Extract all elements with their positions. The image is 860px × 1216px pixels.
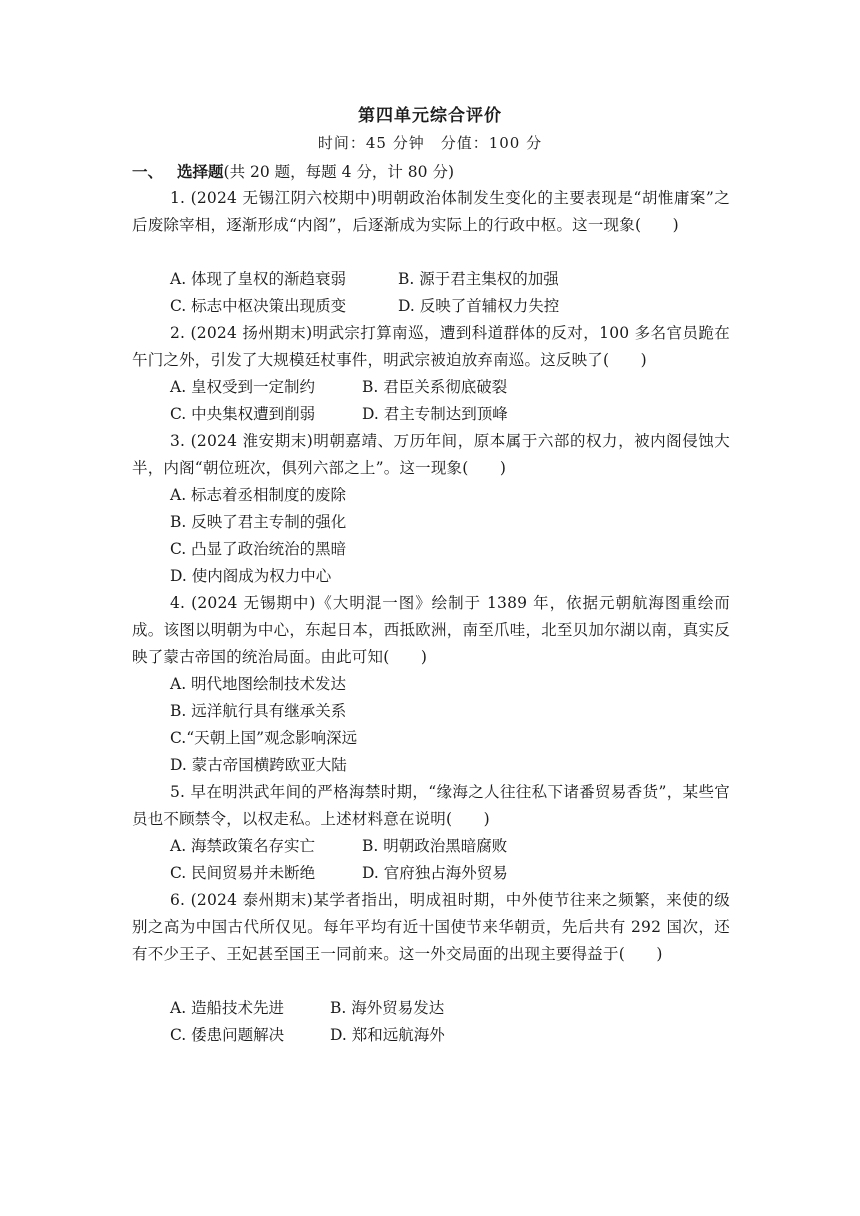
- question-3: [132, 428, 730, 482]
- question-stem: 4. (2024 无锡期中)《大明混一图》绘制于 1389 年，依据元朝航海图重绘而成。该图以明朝为中心，东起日本，西抵欧洲，南至爪哇，北至贝加尔湖以南，真实反映了蒙古帝国的统治局面。由此可知( ): [132, 594, 730, 666]
- question-1: [132, 185, 730, 239]
- option-b: B. 君臣关系彻底破裂: [362, 378, 508, 396]
- option-d: D. 蒙古帝国横跨欧亚大陆: [170, 756, 347, 774]
- question-5: [132, 779, 730, 833]
- option-d: D. 使内阁成为权力中心: [170, 567, 332, 585]
- option-d: D. 君主专制达到顶峰: [362, 405, 508, 423]
- question-stem: 3. (2024 淮安期末)明朝嘉靖、万历年间，原本属于六部的权力，被内阁侵蚀大半，内阁“朝位班次，俱列六部之上”。这一现象( ): [132, 432, 730, 477]
- option-a: A. 明代地图绘制技术发达: [170, 675, 347, 693]
- option-d: D. 官府独占海外贸易: [362, 864, 508, 882]
- section-number: 一、: [132, 162, 164, 181]
- option-b: B. 反映了君主专制的强化: [170, 513, 347, 531]
- option-b: B. 海外贸易发达: [330, 999, 445, 1017]
- question-stem: 5. 早在明洪武年间的严格海禁时期，“缘海之人往往私下诸番贸易香货”，某些官员也不顾禁令，以权走私。上述材料意在说明( ): [132, 783, 730, 828]
- section-label: 选择题: [177, 162, 224, 181]
- option-a: A. 皇权受到一定制约: [170, 378, 316, 396]
- option-d: D. 郑和远航海外: [330, 1026, 445, 1044]
- question-2: [132, 320, 730, 374]
- question-4: [132, 590, 730, 671]
- question-stem: 1. (2024 无锡江阴六校期中)明朝政治体制发生变化的主要表现是“胡惟庸案”之后废除宰相，逐渐形成“内阁”，后逐渐成为实际上的行政中枢。这一现象( ): [132, 189, 730, 234]
- option-c: C. 倭患问题解决: [170, 1026, 285, 1044]
- option-c: C. 民间贸易并未断绝: [170, 864, 316, 882]
- option-a: A. 海禁政策名存实亡: [170, 837, 316, 855]
- option-b: B. 明朝政治黑暗腐败: [362, 837, 508, 855]
- section-detail: (共 20 题，每题 4 分，计 80 分): [223, 163, 454, 181]
- option-b: B. 源于君主集权的加强: [398, 270, 559, 288]
- option-c: C. 凸显了政治统治的黑暗: [170, 540, 347, 558]
- option-a: A. 体现了皇权的渐趋衰弱: [170, 270, 347, 288]
- section-heading: [132, 158, 454, 186]
- option-c: C.“天朝上国”观念影响深远: [170, 729, 358, 747]
- option-d: D. 反映了首辅权力失控: [398, 297, 560, 315]
- question-stem: 6. (2024 泰州期末)某学者指出，明成祖时期，中外使节往来之频繁，来使的级别之高为中国古代所仅见。每年平均有近十国使节来华朝贡，先后共有 292 国次，还有不少王子、王妃甚至国王一同前来。这一外交局面的出现主要得益于( ): [132, 891, 730, 963]
- option-a: A. 造船技术先进: [170, 999, 285, 1017]
- option-c: C. 中央集权遭到削弱: [170, 405, 316, 423]
- question-stem: 2. (2024 扬州期末)明武宗打算南巡，遭到科道群体的反对，100 多名官员跪在午门之外，引发了大规模廷杖事件，明武宗被迫放弃南巡。这反映了( ): [132, 324, 730, 369]
- page-title: 第四单元综合评价: [358, 106, 502, 126]
- question-6: [132, 887, 730, 968]
- option-c: C. 标志中枢决策出现质变: [170, 297, 347, 315]
- option-a: A. 标志着丞相制度的废除: [170, 486, 347, 504]
- exam-meta: 时间：45 分钟 分值：100 分: [317, 134, 543, 152]
- option-b: B. 远洋航行具有继承关系: [170, 702, 347, 720]
